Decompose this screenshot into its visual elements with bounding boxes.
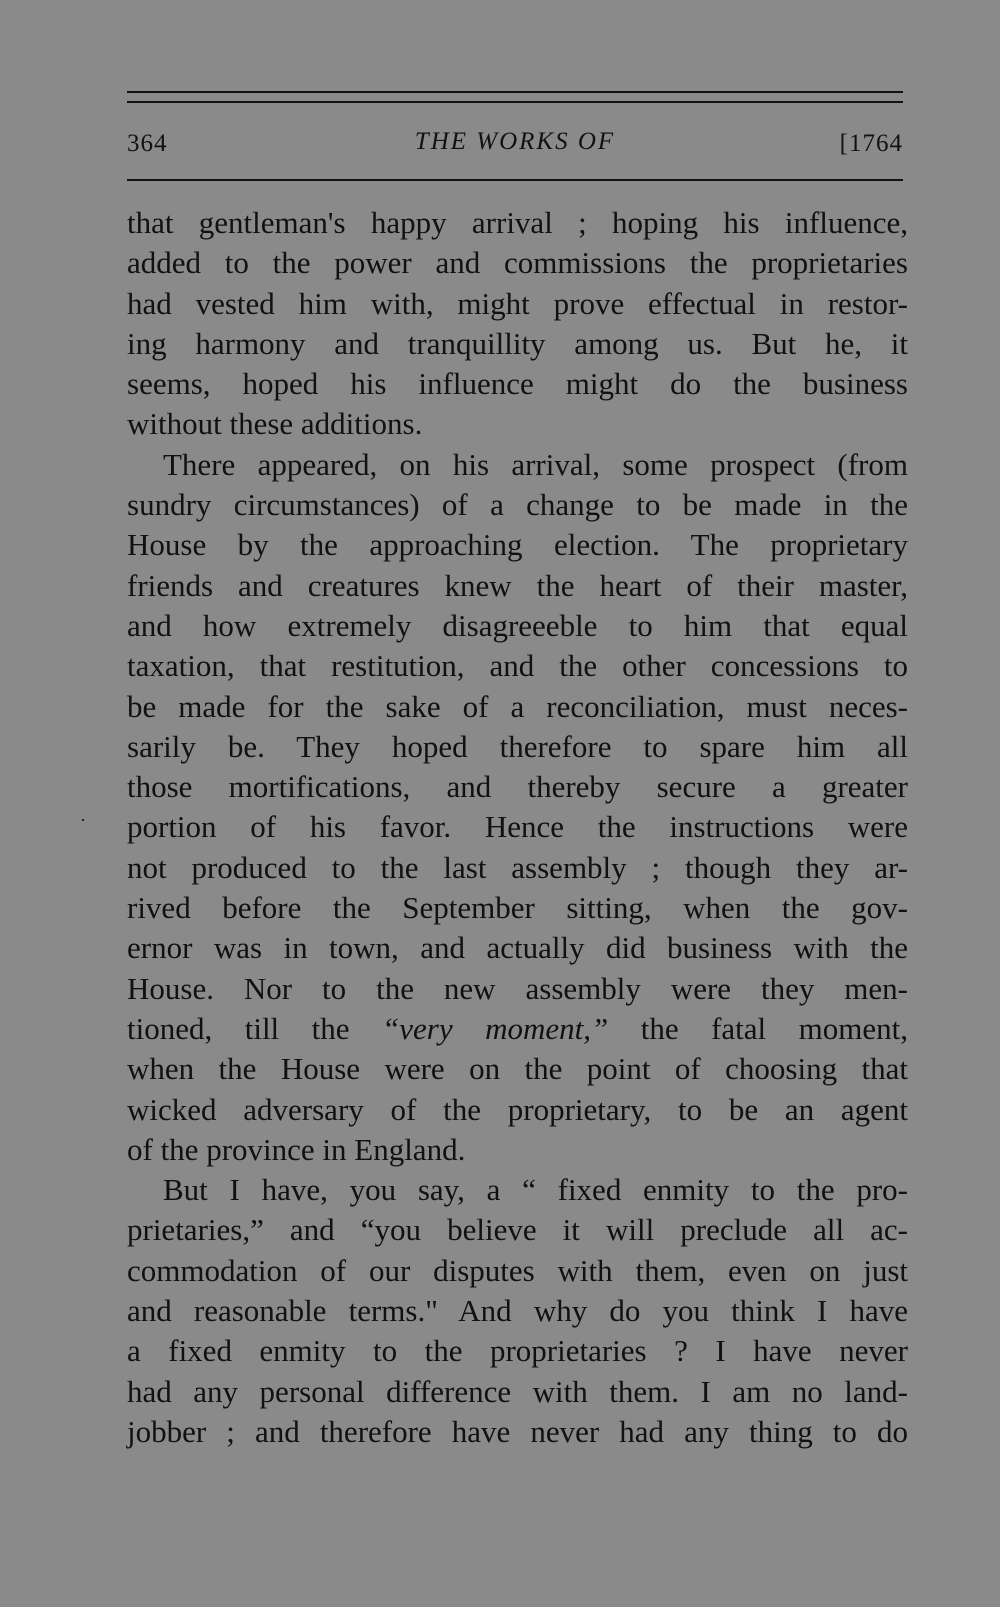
- header-rule-second: [127, 101, 903, 103]
- text-line: House by the approaching election. The proprietary: [127, 527, 908, 563]
- text-line: friends and creatures knew the heart of their master,: [127, 567, 908, 603]
- text-run: tioned, till the: [127, 1010, 383, 1046]
- text-line: a fixed enmity to the proprietaries ? I have never: [127, 1333, 908, 1369]
- paragraph-start-line: There appeared, on his arrival, some prospect (from: [163, 446, 908, 482]
- text-line: added to the power and commissions the proprietaries: [127, 245, 908, 281]
- text-line: rived before the September sitting, when the gov-: [127, 890, 908, 926]
- text-line: be made for the sake of a reconciliation, must neces-: [127, 688, 908, 724]
- page-number: 364: [127, 130, 168, 157]
- text-line: had vested him with, might prove effectual in restor-: [127, 285, 908, 321]
- text-line: taxation, that restitution, and the other concessions to: [127, 648, 908, 684]
- text-line: without these additions.: [127, 406, 423, 442]
- running-year: [1764: [839, 130, 903, 157]
- paragraph-start-line: But I have, you say, a “ fixed enmity to the pro-: [163, 1172, 908, 1208]
- text-line: those mortifications, and thereby secure a greater: [127, 769, 908, 805]
- text-line: ing harmony and tranquillity among us. But he, it: [127, 325, 908, 361]
- text-line: sundry circumstances) of a change to be made in the: [127, 487, 908, 523]
- body-text: [127, 203, 908, 1452]
- text-line: and how extremely disagreeeble to him that equal: [127, 607, 908, 643]
- header-rule-bottom: [127, 179, 903, 181]
- text-line: prietaries,” and “you believe it will preclude all ac-: [127, 1212, 908, 1248]
- margin-speck: [82, 819, 84, 821]
- text-line: portion of his favor. Hence the instructions were: [127, 809, 908, 845]
- text-line: House. Nor to the new assembly were they men-: [127, 970, 908, 1006]
- text-line: ernor was in town, and actually did business with the: [127, 930, 908, 966]
- header-rule-top: [127, 91, 903, 93]
- text-line: seems, hoped his influence might do the business: [127, 366, 908, 402]
- text-line: jobber ; and therefore have never had any thing to do: [127, 1413, 908, 1449]
- text-line: had any personal difference with them. I am no land-: [127, 1373, 908, 1409]
- text-line: when the House were on the point of choosing that: [127, 1051, 908, 1087]
- running-title: THE WORKS OF: [414, 128, 616, 155]
- text-line: sarily be. They hoped therefore to spare him all: [127, 728, 908, 764]
- text-line: wicked adversary of the proprietary, to be an agent: [127, 1091, 908, 1127]
- text-line: commodation of our disputes with them, even on just: [127, 1252, 908, 1288]
- text-line: and reasonable terms." And why do you think I have: [127, 1293, 908, 1329]
- running-head: [127, 126, 903, 166]
- emphasis-very-moment: “very moment,”: [382, 1010, 609, 1046]
- text-line-with-emphasis: [127, 1009, 908, 1049]
- text-line: of the province in England.: [127, 1131, 466, 1167]
- text-line: that gentleman's happy arrival ; hoping his influence,: [127, 205, 908, 240]
- text-run: the fatal moment,: [608, 1010, 908, 1046]
- text-line: not produced to the last assembly ; though they ar-: [127, 849, 908, 885]
